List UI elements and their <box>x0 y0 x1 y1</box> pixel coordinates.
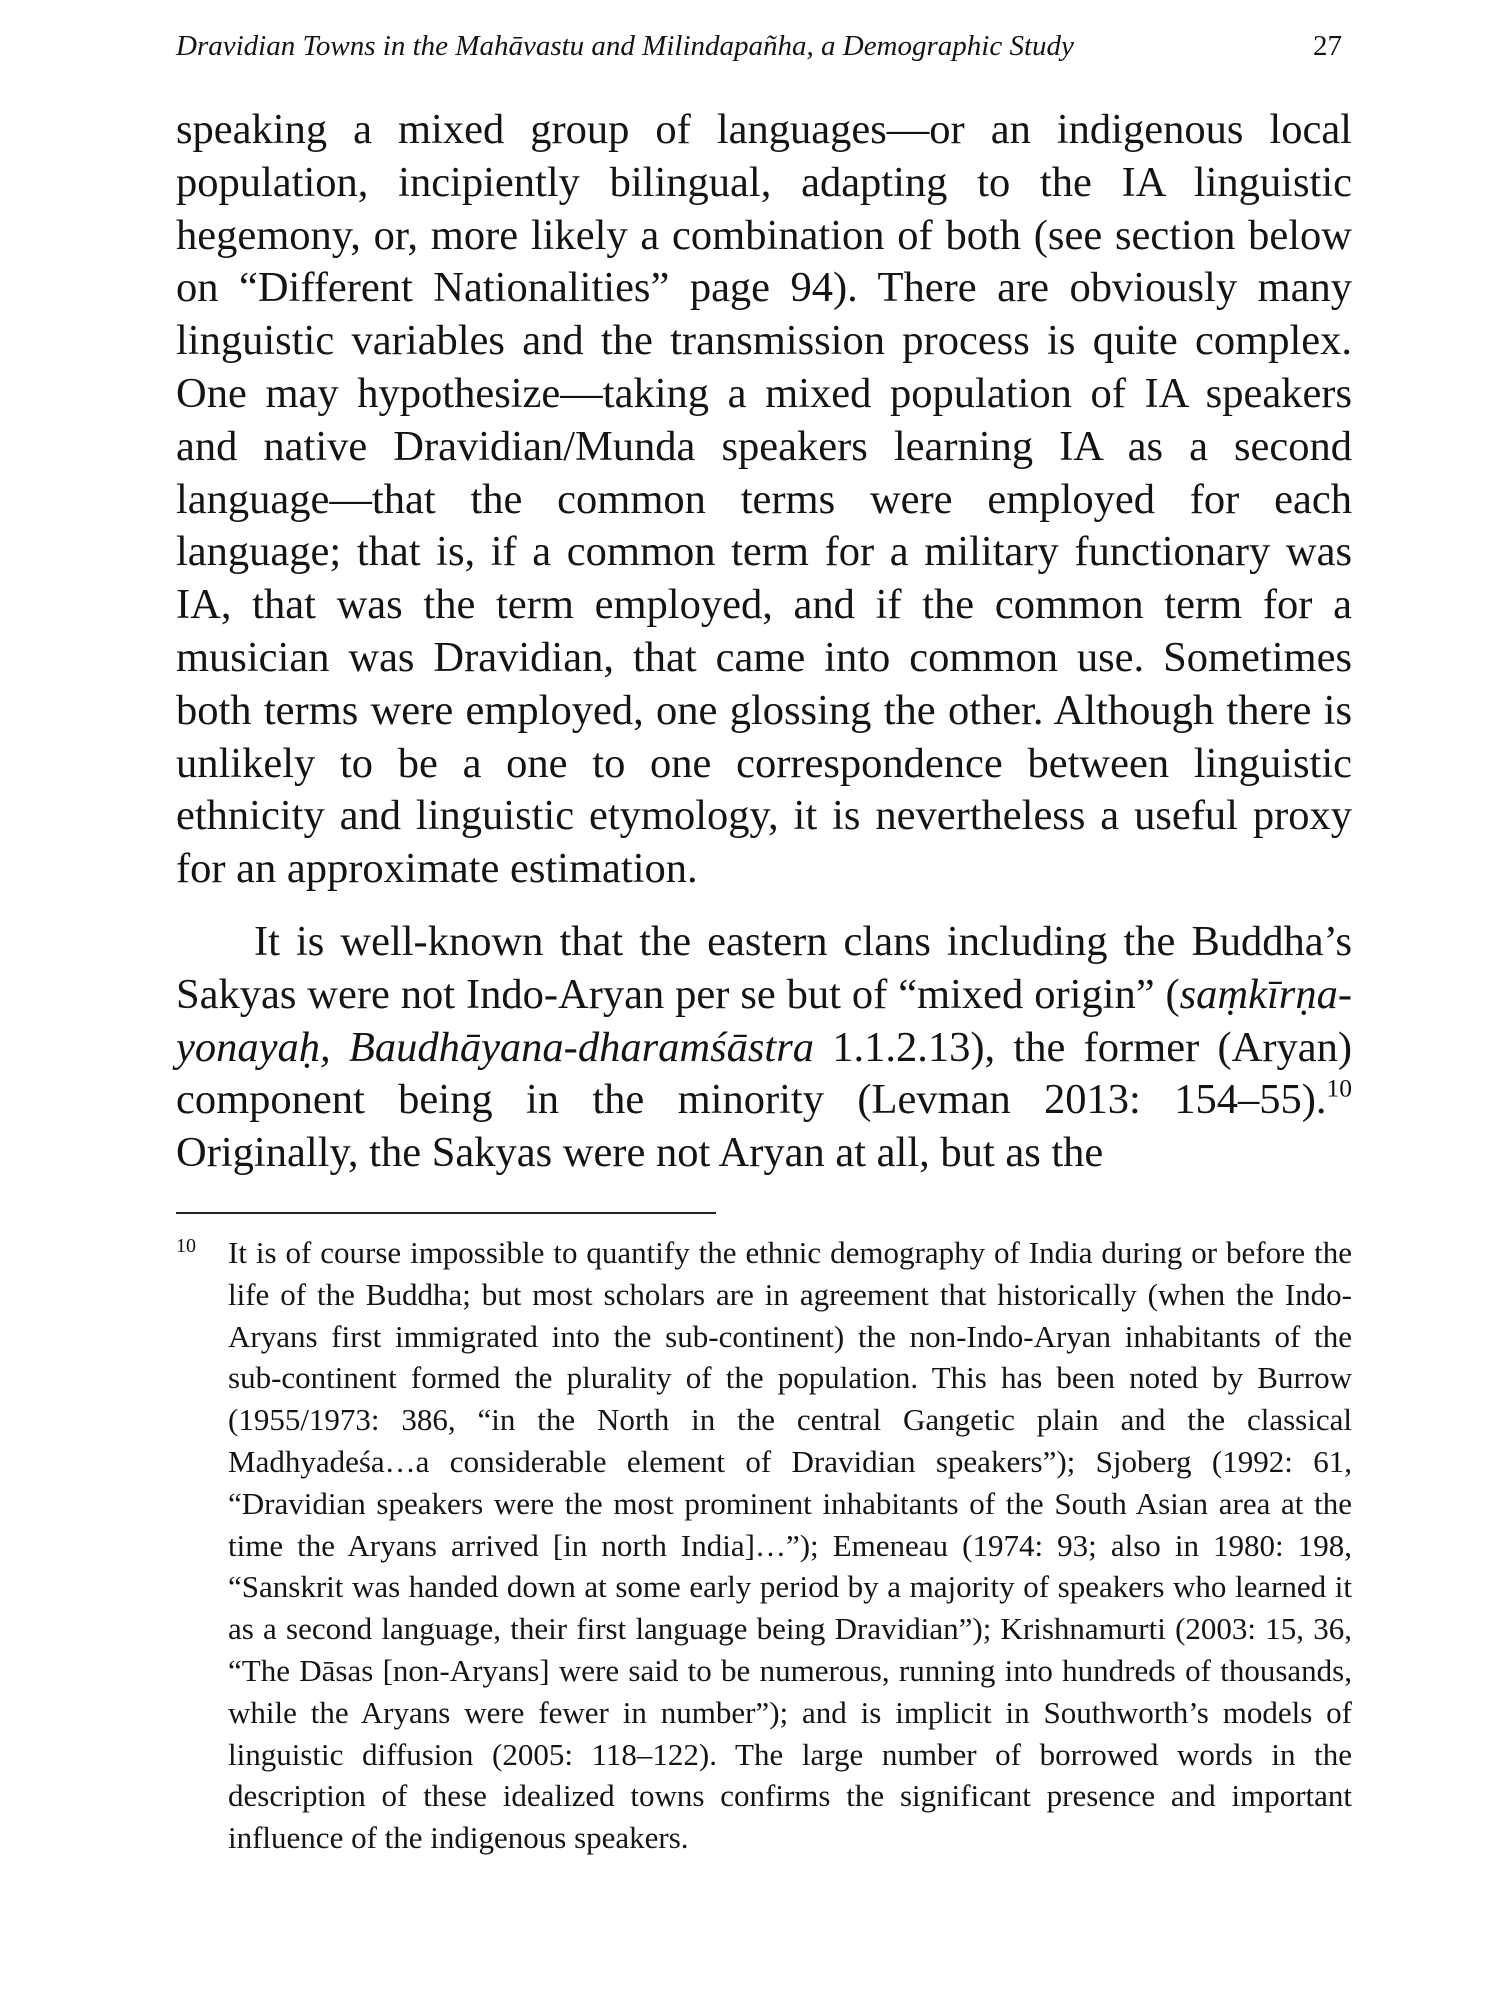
paragraph-2-text-a: It is well-known that the eastern clans including the Buddha’s Sakyas were not Indo-Aryan per se but of “mixed origin” ( <box>176 917 1352 1018</box>
footnote-separator <box>176 1212 716 1214</box>
footnote-number: 10 <box>176 1235 196 1257</box>
paragraph-2 <box>176 916 1352 1180</box>
running-title: Dravidian Towns in the Mahāvastu and Milindapañha, a Demographic Study <box>176 30 1074 62</box>
running-header <box>176 26 1342 66</box>
paragraph-2-text-c: Originally, the Sakyas were not Aryan at all, but as the <box>176 1129 1104 1177</box>
page-number: 27 <box>1313 30 1342 62</box>
body-text <box>176 104 1352 1180</box>
footnote-reference[interactable]: 10 <box>1326 1073 1352 1103</box>
paragraph-2-italic-citation: saṃkīrṇa-yonayaḥ, Baudhāyana-dharamśāstra <box>176 970 1352 1071</box>
footnote <box>176 1232 1352 1859</box>
paragraph-2-text-b: 1.1.2.13), the former (Aryan) component being in the minority (Levman 2013: 154–55). <box>176 1023 1352 1124</box>
paragraph-1: speaking a mixed group of languages—or an indigenous local population, incipiently bilingual, adapting to the IA linguistic hegemony, or, more likely a combination of both (see section below on “Different Nationalities” page 94). There are obviously many linguistic variables and the transmission process is quite complex. One may hypothesize—taking a mixed population of IA speakers and native Dravidian/Munda speakers learning IA as a second language—that the common terms were employed for each language; that is, if a common term for a military functionary was IA, that was the term employed, and if the common term for a musician was Dravidian, that came into common use. Sometimes both terms were employed, one glossing the other. Although there is unlikely to be a one to one correspondence between linguistic ethnicity and linguistic etymology, it is nevertheless a useful proxy for an approximate estimation. <box>176 106 1352 893</box>
footnote-text: It is of course impossible to quantify the ethnic demography of India during or before the life of the Buddha; but most scholars are in agreement that historically (when the Indo-Aryans first immigrated into the sub-continent) the non-Indo-Aryan inhabitants of the sub-continent formed the plurality of the population. This has been noted by Burrow (1955/1973: 386, “in the North in the central Gangetic plain and the classical Madhyadeśa…a considerable element of Dravidian speakers”); Sjoberg (1992: 61, “Dravidian speakers were the most prominent inhabitants of the South Asian area at the time the Aryans arrived [in north India]…”); Emeneau (1974: 93; also in 1980: 198, “Sanskrit was handed down at some early period by a majority of speakers who learned it as a second language, their first language being Dravidian”); Krishnamurti (2003: 15, 36, “The Dāsas [non-Aryans] were said to be numerous, running into hundreds of thousands, while the Aryans were fewer in number”); and is implicit in Southworth’s models of linguistic diffusion (2005: 118–122). The large number of borrowed words in the description of these idealized towns confirms the significant presence and important influence of the indigenous speakers. <box>228 1235 1352 1856</box>
